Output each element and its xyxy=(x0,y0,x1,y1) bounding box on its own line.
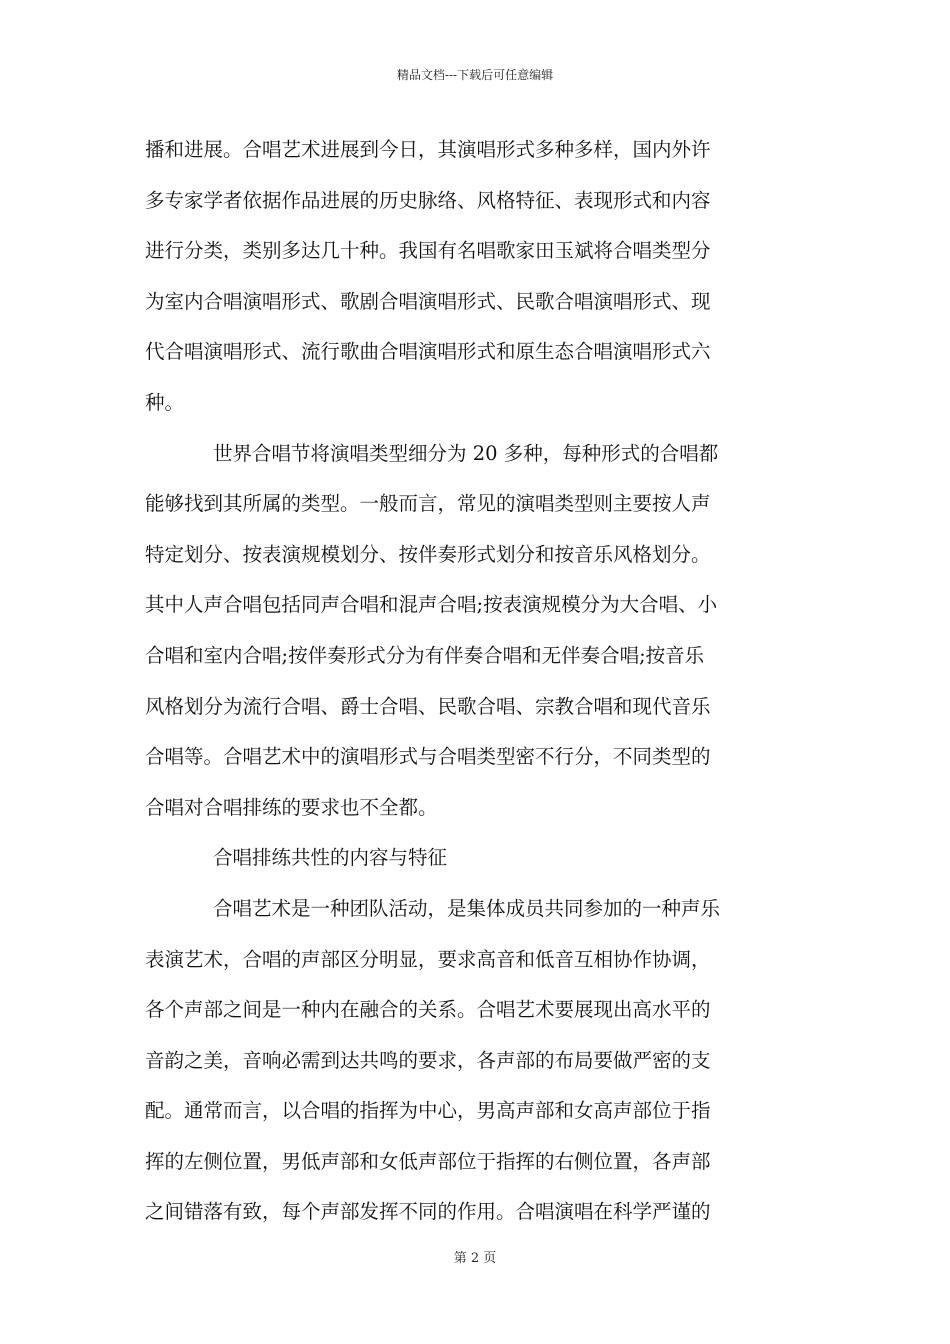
text-line: 代合唱演唱形式、流行歌曲合唱演唱形式和原生态合唱演唱形式六 xyxy=(145,340,711,364)
text-line: 风格划分为流行合唱、爵士合唱、民歌合唱、宗教合唱和现代音乐 xyxy=(145,694,711,718)
text-line: 其中人声合唱包括同声合唱和混声合唱;按表演规模分为大合唱、小 xyxy=(145,593,718,617)
page-header: 精品文档---下载后可任意编辑 xyxy=(396,68,554,82)
text-line: 种。 xyxy=(145,390,185,414)
text-line: 合唱和室内合唱;按伴奏形式分为有伴奏合唱和无伴奏合唱;按音乐 xyxy=(145,643,705,667)
text-line: 之间错落有致，每个声部发挥不同的作用。合唱演唱在科学严谨的 xyxy=(145,1200,711,1224)
text-line: 音韵之美，音响必需到达共鸣的要求，各声部的布局要做严密的支 xyxy=(145,1048,711,1072)
text-line: 为室内合唱演唱形式、歌剧合唱演唱形式、民歌合唱演唱形式、现 xyxy=(145,289,711,313)
text-line: 配。通常而言，以合唱的指挥为中心，男高声部和女高声部位于指 xyxy=(145,1099,711,1123)
page-number: 第 2 页 xyxy=(453,1251,497,1266)
text-line: 合唱等。合唱艺术中的演唱形式与合唱类型密不行分，不同类型的 xyxy=(145,745,711,769)
text-line: 特定划分、按表演规模划分、按伴奏形式划分和按音乐风格划分。 xyxy=(145,542,711,566)
text-line: 合唱对合唱排练的要求也不全都。 xyxy=(145,795,438,819)
text-line: 各个声部之间是一种内在融合的关系。合唱艺术要展现出高水平的 xyxy=(145,998,711,1022)
text-line: 表演艺术，合唱的声部区分明显，要求高音和低音互相协作协调， xyxy=(145,947,711,971)
text-line: 多专家学者依据作品进展的历史脉络、风格特征、表现形式和内容 xyxy=(145,188,711,212)
text-line: 能够找到其所属的类型。一般而言，常见的演唱类型则主要按人声 xyxy=(145,492,711,516)
document-body xyxy=(145,125,807,1238)
paragraph-start-line: 合唱艺术是一种团队活动，是集体成员共同参加的一种声乐 xyxy=(213,896,721,920)
text-line: 挥的左侧位置，男低声部和女低声部位于指挥的右侧位置，各声部 xyxy=(145,1149,711,1173)
section-heading: 合唱排练共性的内容与特征 xyxy=(213,846,448,870)
text-line: 播和进展。合唱艺术进展到今日，其演唱形式多种多样，国内外许 xyxy=(145,138,711,161)
text-line: 进行分类，类别多达几十种。我国有名唱歌家田玉斌将合唱类型分 xyxy=(145,239,711,263)
paragraph-start-line: 世界合唱节将演唱类型细分为 20 多种，每种形式的合唱都 xyxy=(213,441,719,465)
